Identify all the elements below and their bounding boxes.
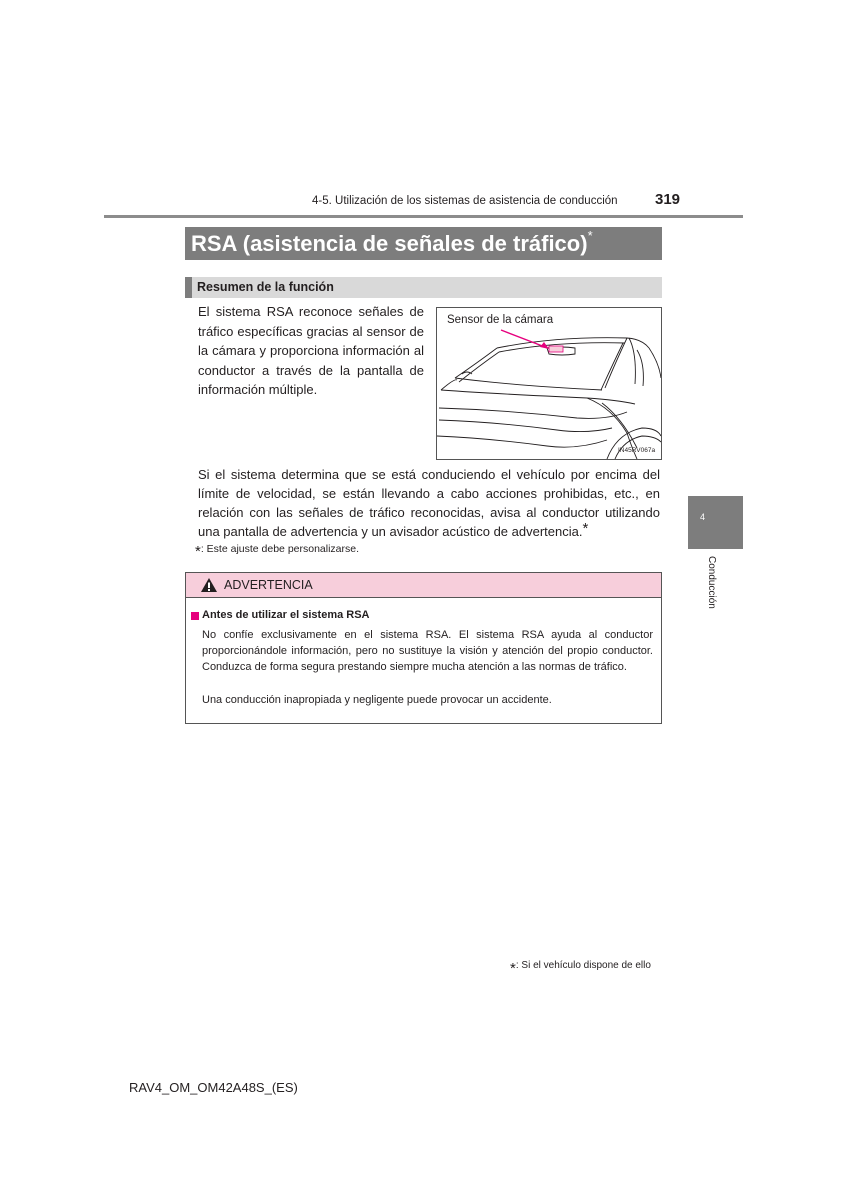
availability-footnote	[510, 960, 651, 977]
header-rule	[104, 215, 743, 218]
warning-triangle-icon	[200, 577, 218, 593]
page-title	[185, 227, 662, 260]
subsection-heading	[185, 277, 662, 298]
chapter-label: Conducción	[706, 556, 717, 609]
warning-bullet-square	[191, 612, 199, 620]
customization-note	[195, 543, 359, 560]
subsection-title: Resumen de la función	[197, 280, 334, 294]
main-paragraph-text: Si el sistema determina que se está conduciendo el vehículo por encima del límite de velocidad, se están llevando a cabo acciones prohibidas, etc., en relación con las señales de tráfico reconocidas, avisa al conductor utilizando una pantalla de advertencia y un avisador acústico de advertencia.	[198, 467, 660, 539]
title-asterisk: *	[587, 228, 593, 243]
main-paragraph	[198, 465, 660, 541]
camera-sensor-figure	[436, 307, 662, 460]
warning-heading: ADVERTENCIA	[224, 578, 313, 592]
note-asterisk: *	[195, 543, 201, 560]
page-number: 319	[655, 191, 681, 208]
section-header: 4-5. Utilización de los sistemas de asistencia de conducción	[312, 195, 618, 207]
document-code-footer: RAV4_OM_OM42A48S_(ES)	[129, 1080, 298, 1095]
chapter-tab	[688, 496, 743, 549]
warning-header	[185, 572, 662, 598]
footnote-asterisk: *	[510, 960, 516, 977]
car-windshield-illustration	[437, 308, 661, 459]
main-paragraph-asterisk: *	[582, 520, 589, 537]
chapter-number: 4	[700, 512, 706, 522]
warning-text-secondary: Una conducción inapropiada y negligente puede provocar un accidente.	[202, 694, 552, 706]
page-title-text: RSA (asistencia de señales de tráfico)	[191, 231, 588, 256]
figure-code: IN45RV067a	[618, 447, 656, 454]
subsection-marker	[185, 277, 192, 298]
warning-subheading: Antes de utilizar el sistema RSA	[202, 609, 370, 621]
warning-text: No confíe exclusivamente en el sistema RSA. El sistema RSA ayuda al conductor proporcionándole información, pero no sustituye la visión y atención del propio conductor. Conduzca de forma segura prestando siempre mucha atención a las normas de tráfico.	[202, 629, 653, 673]
figure-label: Sensor de la cámara	[447, 314, 554, 326]
intro-paragraph: El sistema RSA reconoce señales de tráfico específicas gracias al sensor de la cámara y proporciona información al conductor a través de la pantalla de información múltiple.	[198, 304, 424, 397]
footnote-text: : Si el vehículo dispone de ello	[515, 960, 651, 971]
note-text: : Este ajuste debe personalizarse.	[200, 543, 360, 555]
